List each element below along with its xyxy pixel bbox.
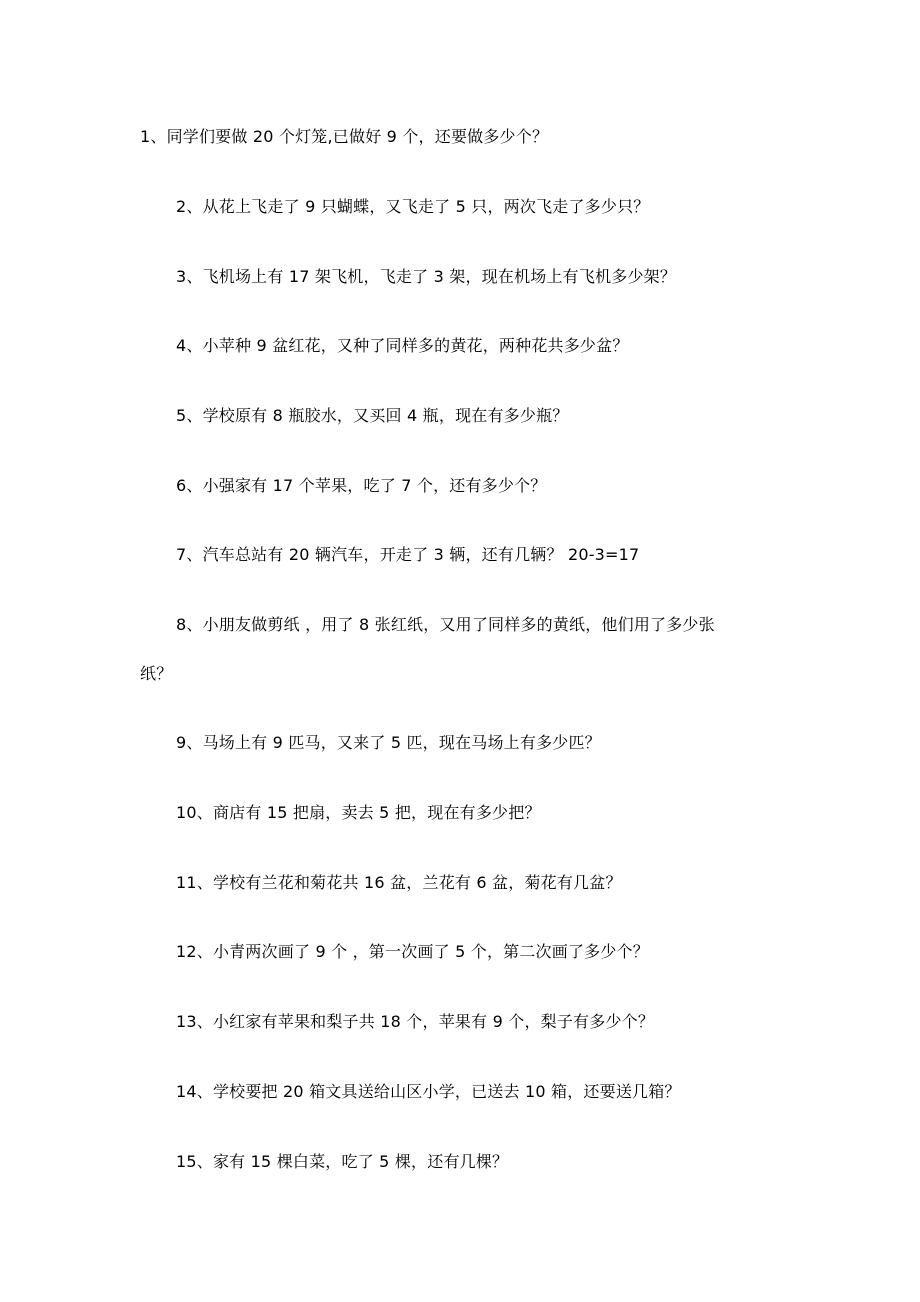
problem-12: 12、小青两次画了 9 个 ，第一次画了 5 个，第二次画了多少个？ xyxy=(176,942,649,961)
problem-7: 7、汽车总站有 20 辆汽车，开走了 3 辆，还有几辆？ 20-3=17 xyxy=(176,545,640,564)
problem-2: 2、从花上飞走了 9 只蝴蝶，又飞走了 5 只，两次飞走了多少只？ xyxy=(176,197,650,216)
problem-1: 1、同学们要做 20 个灯笼,已做好 9 个，还要做多少个？ xyxy=(140,127,549,146)
problem-11: 11、学校有兰花和菊花共 16 盆，兰花有 6 盆，菊花有几盆？ xyxy=(176,873,622,892)
problem-13: 13、小红家有苹果和梨子共 18 个，苹果有 9 个，梨子有多少个？ xyxy=(176,1012,655,1031)
problem-4: 4、小苹种 9 盆红花，又种了同样多的黄花，两种花共多少盆？ xyxy=(176,336,629,355)
problem-15: 15、家有 15 棵白菜，吃了 5 棵，还有几棵？ xyxy=(176,1152,509,1171)
problem-8: 8、小朋友做剪纸 ，用了 8 张红纸，又用了同样多的黄纸，他们用了多少张 xyxy=(176,615,715,634)
problem-3: 3、飞机场上有 17 架飞机，飞走了 3 架，现在机场上有飞机多少架？ xyxy=(176,267,677,286)
problem-10: 10、商店有 15 把扇，卖去 5 把，现在有多少把？ xyxy=(176,803,541,822)
problem-6: 6、小强家有 17 个苹果，吃了 7 个，还有多少个？ xyxy=(176,476,547,495)
problem-5: 5、学校原有 8 瓶胶水，又买回 4 瓶，现在有多少瓶？ xyxy=(176,406,569,425)
problem-14: 14、学校要把 20 箱文具送给山区小学，已送去 10 箱，还要送几箱？ xyxy=(176,1082,681,1101)
problem-9: 9、马场上有 9 匹马，又来了 5 匹，现在马场上有多少匹？ xyxy=(176,733,601,752)
problem-8-continuation: 纸？ xyxy=(140,664,173,683)
